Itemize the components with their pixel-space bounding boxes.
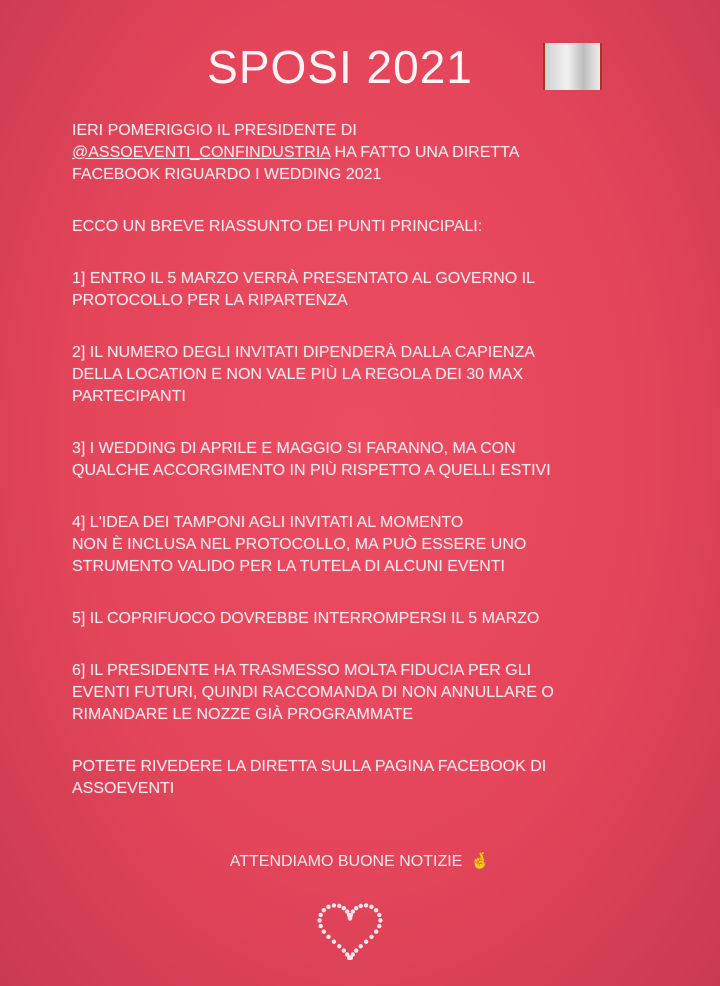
paragraph-summary [72,216,672,238]
heart-dot [319,924,323,928]
text-line: EVENTI FUTURI, QUINDI RACCOMANDA DI NON ANNULLARE O [72,684,554,701]
text-line: QUALCHE ACCORGIMENTO IN PIÙ RISPETTO A QUELLI ESTIVI [72,462,551,479]
heart-dot [337,904,341,908]
heart-dot [326,935,330,939]
text-line: DELLA LOCATION E NON VALE PIÙ LA REGOLA DEI 30 MAX [72,366,524,383]
heart-icon [315,900,385,960]
heart-dot [317,918,321,922]
paragraph-facebook [72,756,672,800]
text-line: 5] IL COPRIFUOCO DOVREBBE INTERROMPERSI IL 5 MARZO [72,610,540,627]
heart-dot [337,944,341,948]
mention-link[interactable]: @ASSOEVENTI_CONFINDUSTRIA [72,144,331,161]
heart-dot [326,905,330,909]
text-line: RIMANDARE LE NOZZE GIÀ PROGRAMMATE [72,706,414,723]
heart-dot [332,903,336,907]
text-line: POTETE RIVEDERE LA DIRETTA SULLA PAGINA FACEBOOK DI [72,758,547,775]
heart-dot [364,903,368,907]
heart-dot [348,915,352,919]
text-line: 1] ENTRO IL 5 MARZO VERRÀ PRESENTATO AL GOVERNO IL [72,270,535,287]
point-1 [72,268,672,312]
heart-dot [351,909,355,913]
heart-dot [369,935,373,939]
text-line: FACEBOOK RIGUARDO I WEDDING 2021 [72,166,382,183]
text-line: PROTOCOLLO PER LA RIPARTENZA [72,292,348,309]
text-line: PARTECIPANTI [72,388,186,405]
crossed-fingers-icon: 🤞 [470,853,491,870]
paragraph-intro [72,120,672,186]
text-line: 4] L'IDEA DEI TAMPONI AGLI INVITATI AL MOMENTO [72,514,464,531]
couple-photo-sticker [543,43,602,90]
heart-dot [378,918,382,922]
heart-dot [364,939,368,943]
text-line: NON È INCLUSA NEL PROTOCOLLO, MA PUÒ ESSERE UNO [72,536,527,553]
text-line: 2] IL NUMERO DEGLI INVITATI DIPENDERÀ DALLA CAPIENZA [72,344,535,361]
title-text: SPOSI 2021 [207,41,473,93]
closing-text: ATTENDIAMO BUONE NOTIZIE [229,853,463,870]
heart-dot [369,905,373,909]
text-line: IERI POMERIGGIO IL PRESIDENTE DI [72,122,357,139]
text-line: STRUMENTO VALIDO PER LA TUTELA DI ALCUNI EVENTI [72,558,505,575]
heart-dot [377,913,381,917]
closing-line [0,851,720,871]
heart-dot [377,924,381,928]
text-line: ECCO UN BREVE RIASSUNTO DEI PUNTI PRINCIPALI: [72,218,483,235]
point-5 [72,608,672,630]
point-4 [72,512,672,578]
heart-dot [342,906,346,910]
heart-dot [359,904,363,908]
point-2 [72,342,672,408]
heart-dot [322,908,326,912]
heart-dot [354,948,358,952]
heart-dot [374,929,378,933]
heart-dot [332,939,336,943]
heart-dot [354,906,358,910]
heart-dot [322,929,326,933]
point-3 [72,438,672,482]
story-body [72,120,672,830]
text-line: ASSOEVENTI [72,780,175,797]
heart-dot [345,952,349,956]
heart-dot [359,944,363,948]
text-line: 3] I WEDDING DI APRILE E MAGGIO SI FARANNO, MA CON [72,440,516,457]
heart-dot [319,913,323,917]
text-line: 6] IL PRESIDENTE HA TRASMESSO MOLTA FIDUCIA PER GLI [72,662,532,679]
text-line: HA FATTO UNA DIRETTA [334,144,520,161]
story-title [0,40,720,94]
heart-dot [374,908,378,912]
point-6 [72,660,672,726]
heart-dot [342,948,346,952]
